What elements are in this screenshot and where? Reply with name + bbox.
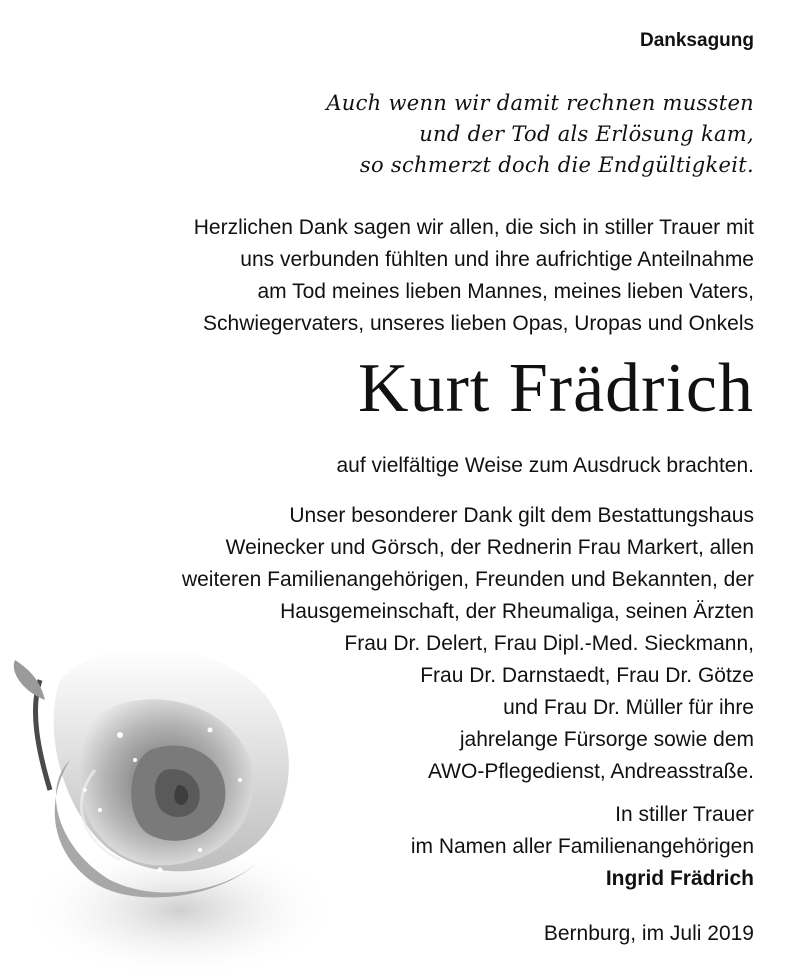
text-line: AWO-Pflegedienst, Andreasstraße. [427, 760, 754, 783]
thanks-paragraph [194, 212, 754, 340]
text-line: Frau Dr. Delert, Frau Dipl.-Med. Sieckmann, [344, 632, 754, 655]
expression-line: auf vielfältige Weise zum Ausdruck brachten. [336, 454, 754, 477]
text-line: Hausgemeinschaft, der Rheumaliga, seinen Ärzten [280, 600, 754, 623]
text-line: jahrelange Fürsorge sowie dem [459, 728, 754, 751]
deceased-name: Kurt Frädrich [358, 350, 754, 427]
text-line: Schwiegervaters, unseres lieben Opas, Uropas und Onkels [203, 312, 754, 335]
text-line: weiteren Familienangehörigen, Freunden und Bekannten, der [181, 568, 754, 591]
text-line: Weinecker und Görsch, der Rednerin Frau Markert, allen [225, 536, 754, 559]
quote-line: Auch wenn wir damit rechnen mussten [326, 91, 754, 115]
signature-block [411, 799, 754, 895]
signature-line: im Namen aller Familienangehörigen [410, 835, 754, 858]
quote [326, 88, 754, 181]
quote-line: und der Tod als Erlösung kam, [419, 122, 754, 146]
place-date: Bernburg, im Juli 2019 [543, 922, 754, 945]
heading: Danksagung [639, 30, 754, 51]
signature-line: In stiller Trauer [615, 803, 754, 826]
quote-line: so schmerzt doch die Endgültigkeit. [359, 153, 754, 177]
text-line: Frau Dr. Darnstaedt, Frau Dr. Götze [420, 664, 754, 687]
text-line: Herzlichen Dank sagen wir allen, die sich in stiller Trauer mit [193, 216, 754, 239]
text-line: am Tod meines lieben Mannes, meines lieben Vaters, [257, 280, 754, 303]
text-line: und Frau Dr. Müller für ihre [503, 696, 754, 719]
signer-name: Ingrid Frädrich [605, 867, 754, 890]
text-line: uns verbunden fühlten und ihre aufrichtige Anteilnahme [240, 248, 754, 271]
special-thanks-paragraph [182, 500, 754, 788]
text-line: Unser besonderer Dank gilt dem Bestattungshaus [289, 504, 754, 527]
